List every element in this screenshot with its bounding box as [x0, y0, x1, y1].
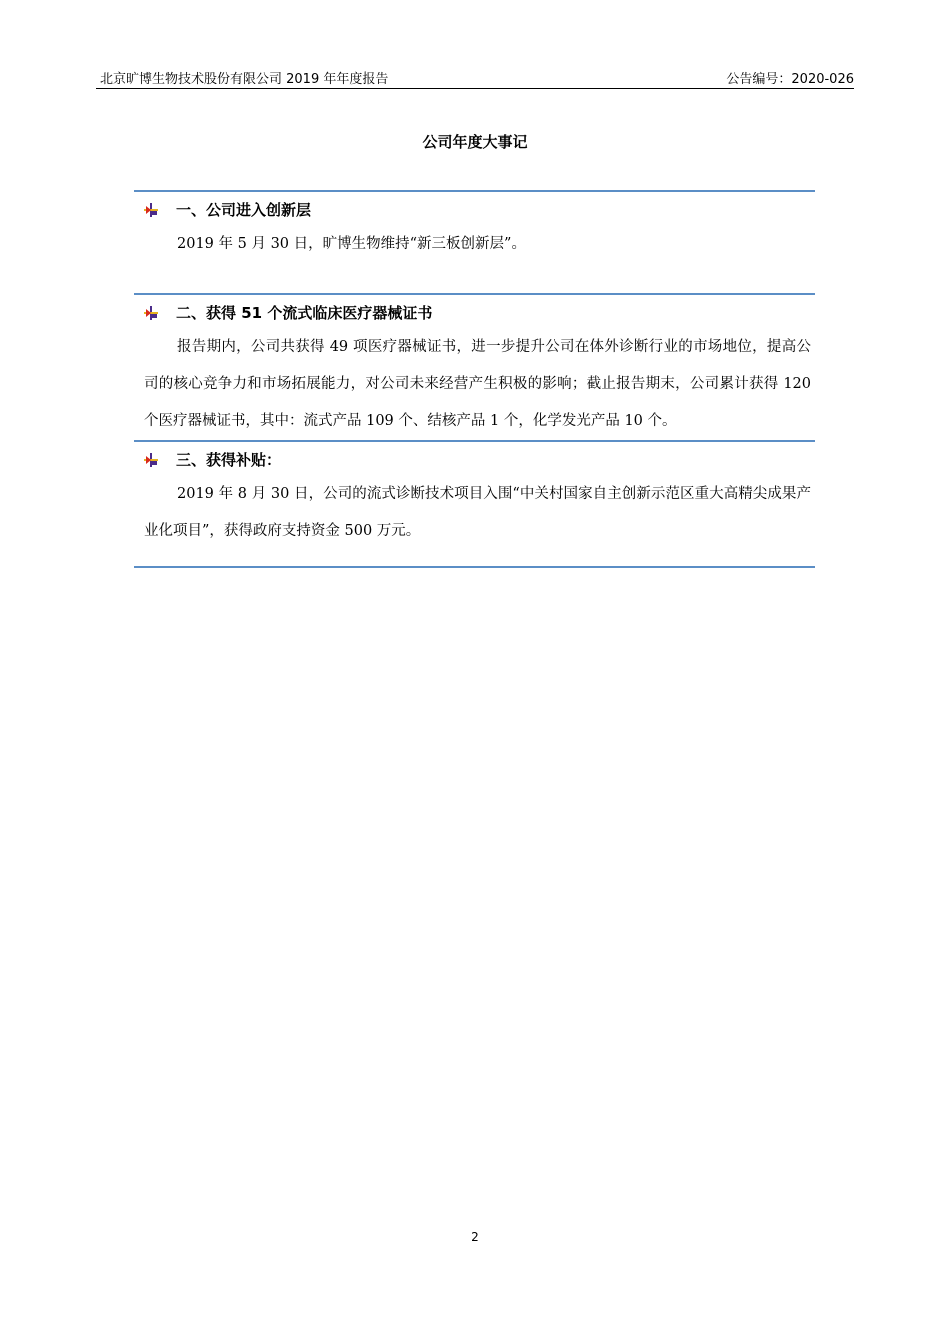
document-title: 公司年度大事记 — [422, 133, 528, 151]
event-section-1 — [134, 190, 815, 293]
arrow-bullet-icon — [144, 203, 158, 217]
event-section-3 — [134, 440, 815, 568]
event-heading-text-2: 二、获得 51 个流式临床医疗器械证书 — [176, 304, 433, 322]
event-heading-text-3: 三、获得补贴： — [176, 451, 282, 469]
event-section-2 — [134, 293, 815, 440]
page-header — [96, 66, 854, 89]
event-body-3: 2019 年 8 月 30 日，公司的流式诊断技术项目入围“中关村国家自主创新示范区重大高精尖成果产业化项目”，获得政府支持资金 500 万元。 — [144, 486, 811, 539]
event-heading-1 — [134, 192, 815, 228]
event-heading-text-1: 一、公司进入创新层 — [176, 201, 312, 219]
header-company-report: 北京旷博生物技术股份有限公司 2019 年年度报告 — [100, 72, 389, 87]
events-list — [134, 190, 815, 568]
page-number: 2 — [471, 1230, 479, 1244]
event-body-1: 2019 年 5 月 30 日，旷博生物维持“新三板创新层”。 — [177, 236, 526, 252]
arrow-bullet-icon — [144, 306, 158, 320]
event-body-2: 报告期内，公司共获得 49 项医疗器械证书，进一步提升公司在体外诊断行业的市场地位，提高公司的核心竞争力和市场拓展能力，对公司未来经营产生积极的影响；截止报告期末，公司累计获得 120 个医疗器械证书，其中：流式产品 109 个、结核产品 1 个，化学发光产品 10 个。 — [144, 339, 811, 429]
event-heading-3 — [134, 442, 815, 478]
header-announcement-number: 公告编号：2020-026 — [726, 72, 854, 87]
event-heading-2 — [134, 295, 815, 331]
arrow-bullet-icon — [144, 453, 158, 467]
